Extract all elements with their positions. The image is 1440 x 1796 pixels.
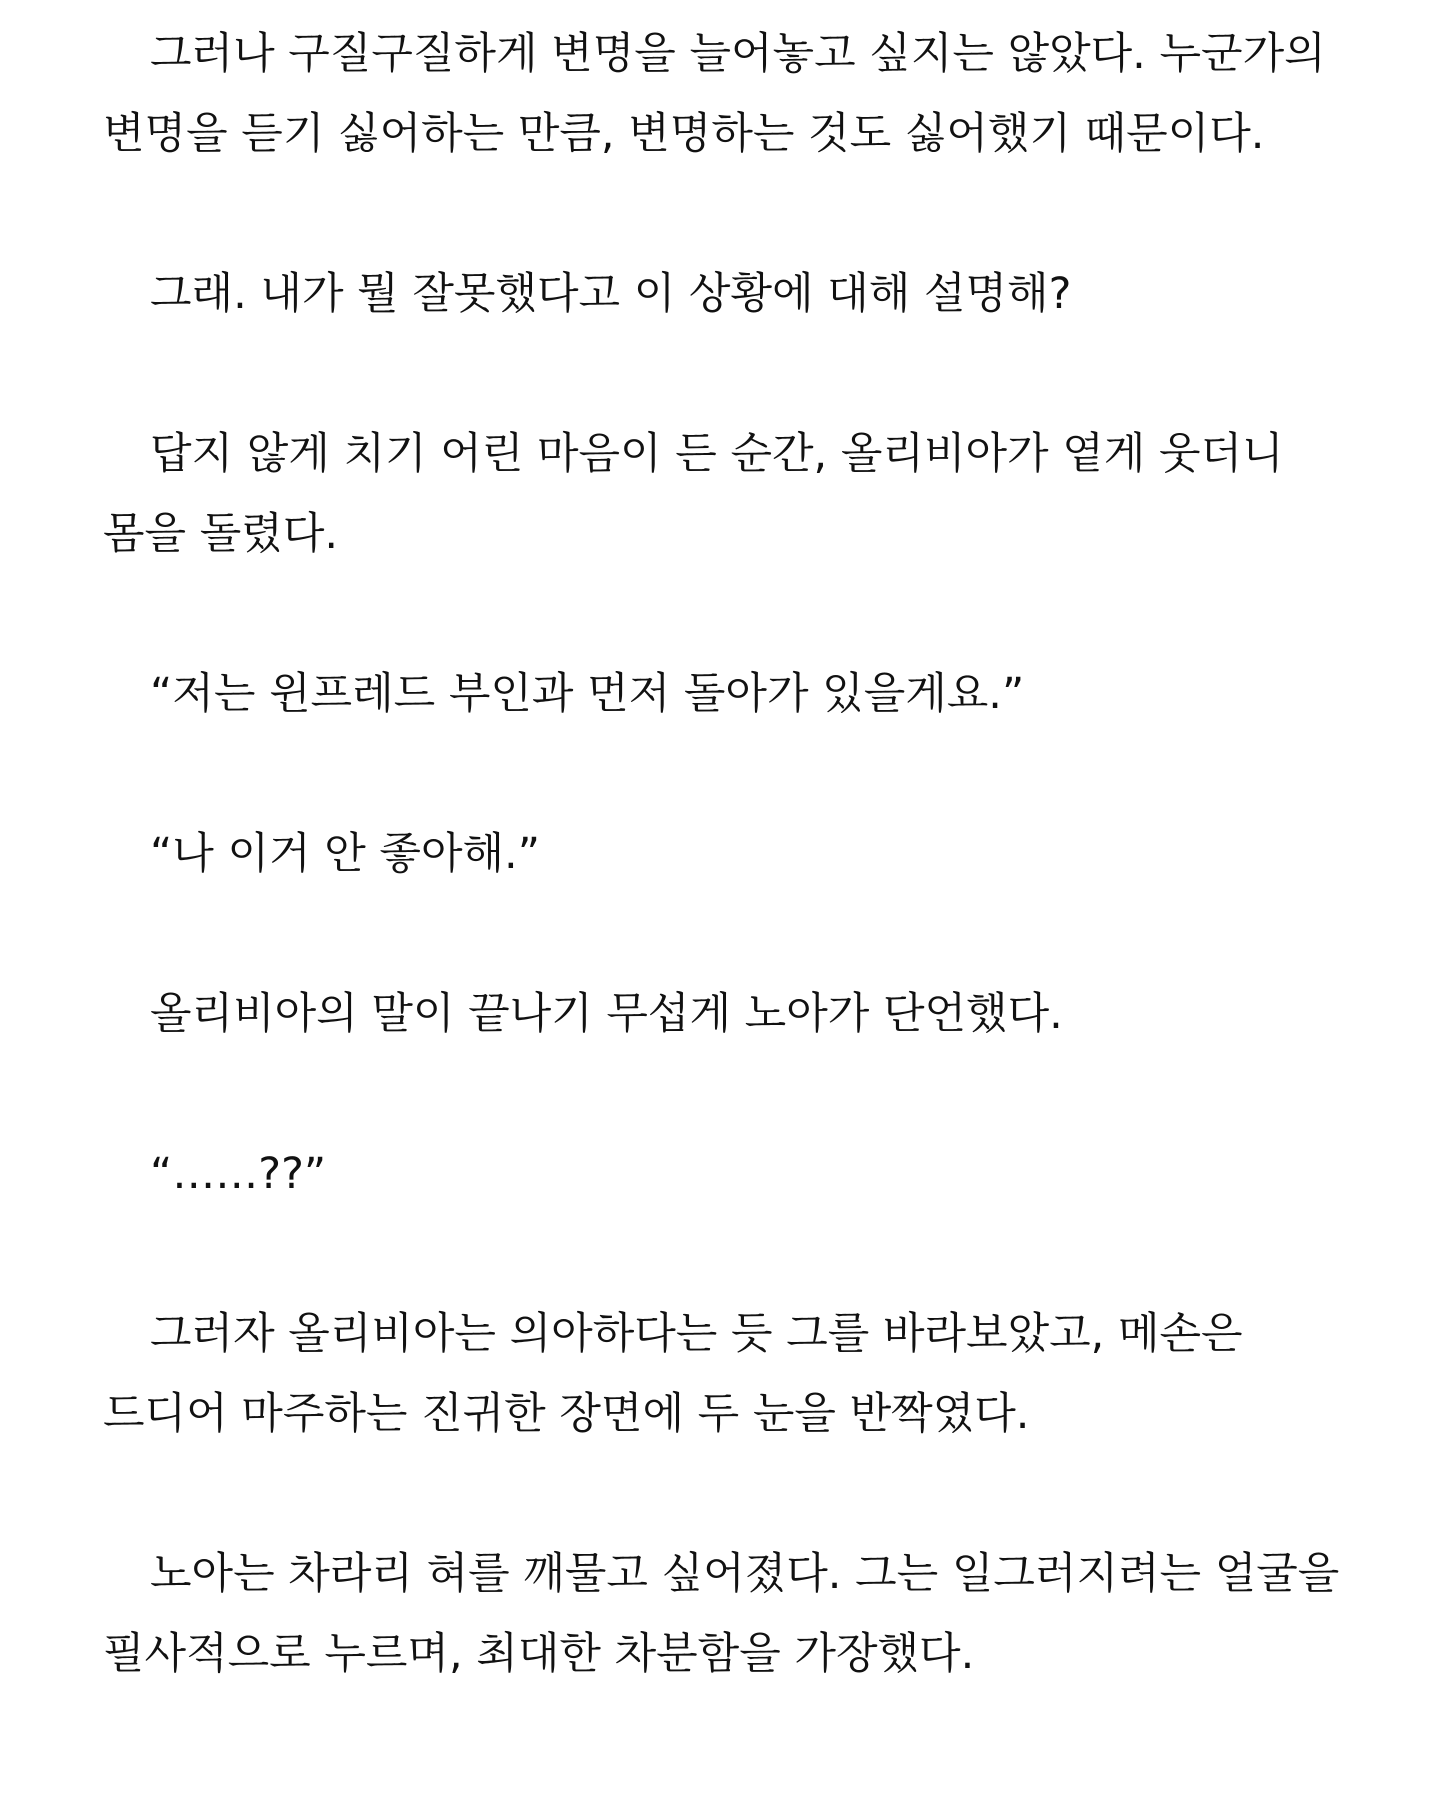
paragraph-5: “나 이거 안 좋아해.” [150,829,540,879]
story-text [103,14,1348,1694]
paragraph-4: “저는 윈프레드 부인과 먼저 돌아가 있을게요.” [150,669,1025,719]
paragraph-8: 그러자 올리비아는 의아하다는 듯 그를 바라보았고, 메손은 드디어 마주하는 진귀한 장면에 두 눈을 반짝였다. [103,1309,1243,1439]
paragraph-7: “……??” [150,1149,327,1199]
paragraph-2: 그래. 내가 뭘 잘못했다고 이 상황에 대해 설명해? [150,269,1072,319]
paragraph-1: 그러나 구질구질하게 변명을 늘어놓고 싶지는 않았다. 누군가의 변명을 듣기 싫어하는 만큼, 변명하는 것도 싫어했기 때문이다. [103,29,1326,159]
paragraph-6: 올리비아의 말이 끝나기 무섭게 노아가 단언했다. [150,989,1063,1039]
paragraph-3: 답지 않게 치기 어린 마음이 든 순간, 올리비아가 옅게 웃더니 몸을 돌렸다. [103,429,1284,559]
paragraph-9: 노아는 차라리 혀를 깨물고 싶어졌다. 그는 일그러지려는 얼굴을 필사적으로 누르며, 최대한 차분함을 가장했다. [103,1549,1340,1679]
